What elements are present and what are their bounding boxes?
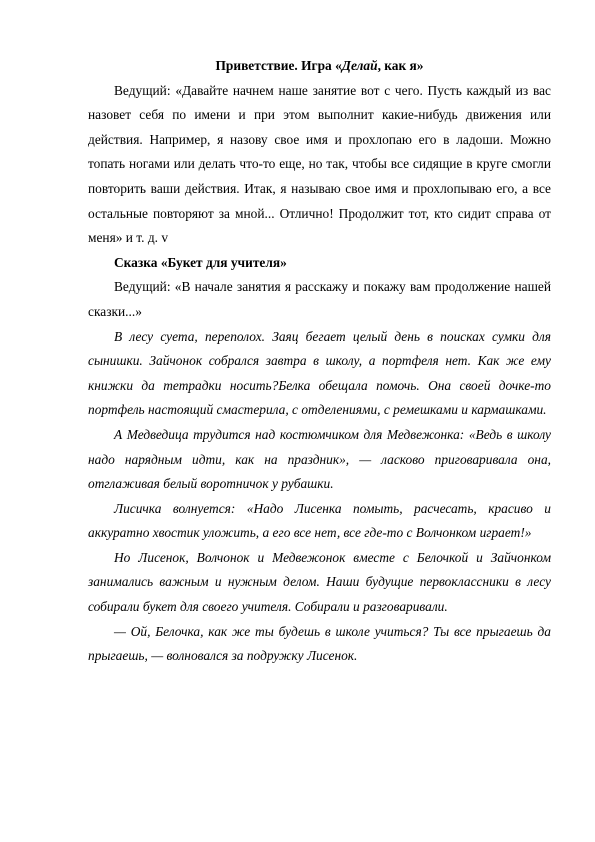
title-prefix: Приветствие. Игра «	[215, 58, 342, 73]
section-heading: Сказка «Букет для учителя»	[114, 254, 287, 270]
paragraph-story-bear: А Медведица трудится над костюмчиком для Медвежонка: «Ведь в школу надо нарядным идти, как на праздник», — ласково приговаривала она, отглаживая белый воротничок у рубашки.	[88, 426, 551, 492]
paragraph-story-fox: Лисичка волнуется: «Надо Лисенка помыть, расчесать, красиво и аккуратно хвостик уложить, а его все нет, все где-то с Волчонком играет!»	[88, 500, 551, 541]
paragraph-host-intro: Ведущий: «В начале занятия я расскажу и покажу вам продолжение нашей сказки...»	[88, 279, 551, 319]
document-body	[88, 54, 551, 669]
title-suffix: , как я»	[377, 58, 424, 73]
page-title	[88, 54, 551, 79]
paragraph-story-forest: В лесу суета, переполох. Заяц бегает целый день в поисках сумки для сынишки. Зайчонок собрался завтра в школу, а портфеля нет. Как же ему книжки да тетрадки носить?Белка обещала помочь. Она своей дочке-то портфель настоящий смастерила, с отделениями, с ремешками и кармашками.	[88, 328, 551, 418]
paragraph-story-bouquet: Но Лисенок, Волчонок и Медвежонок вместе с Белочкой и Зайчонком занимались важным и нужным делом. Наши будущие первоклассники в лесу собирали букет для своего учителя. Собирали и разговаривали.	[88, 549, 551, 615]
paragraph-greeting-game: Ведущий: «Давайте начнем наше занятие вот с чего. Пусть каждый из вас назовет себя по имени и при этом выполнит какие-нибудь движения или действия. Например, я назову свое имя и прохлопаю его в ладоши. Можно топать ногами или делать что-то еще, но так, чтобы все сидящие в круге смогли повторить ваши действия. Итак, я называю свое имя и прохлопываю его, а все остальные повторяют за мной... Отлично! Продолжит тот, кто сидит справа от меня» и т. д. v	[88, 82, 551, 246]
paragraph-story-dialogue: — Ой, Белочка, как же ты будешь в школе учиться? Ты все прыгаешь да прыгаешь, — волновался за подружку Лисенок.	[88, 623, 551, 664]
title-italic: Делай	[341, 58, 378, 73]
